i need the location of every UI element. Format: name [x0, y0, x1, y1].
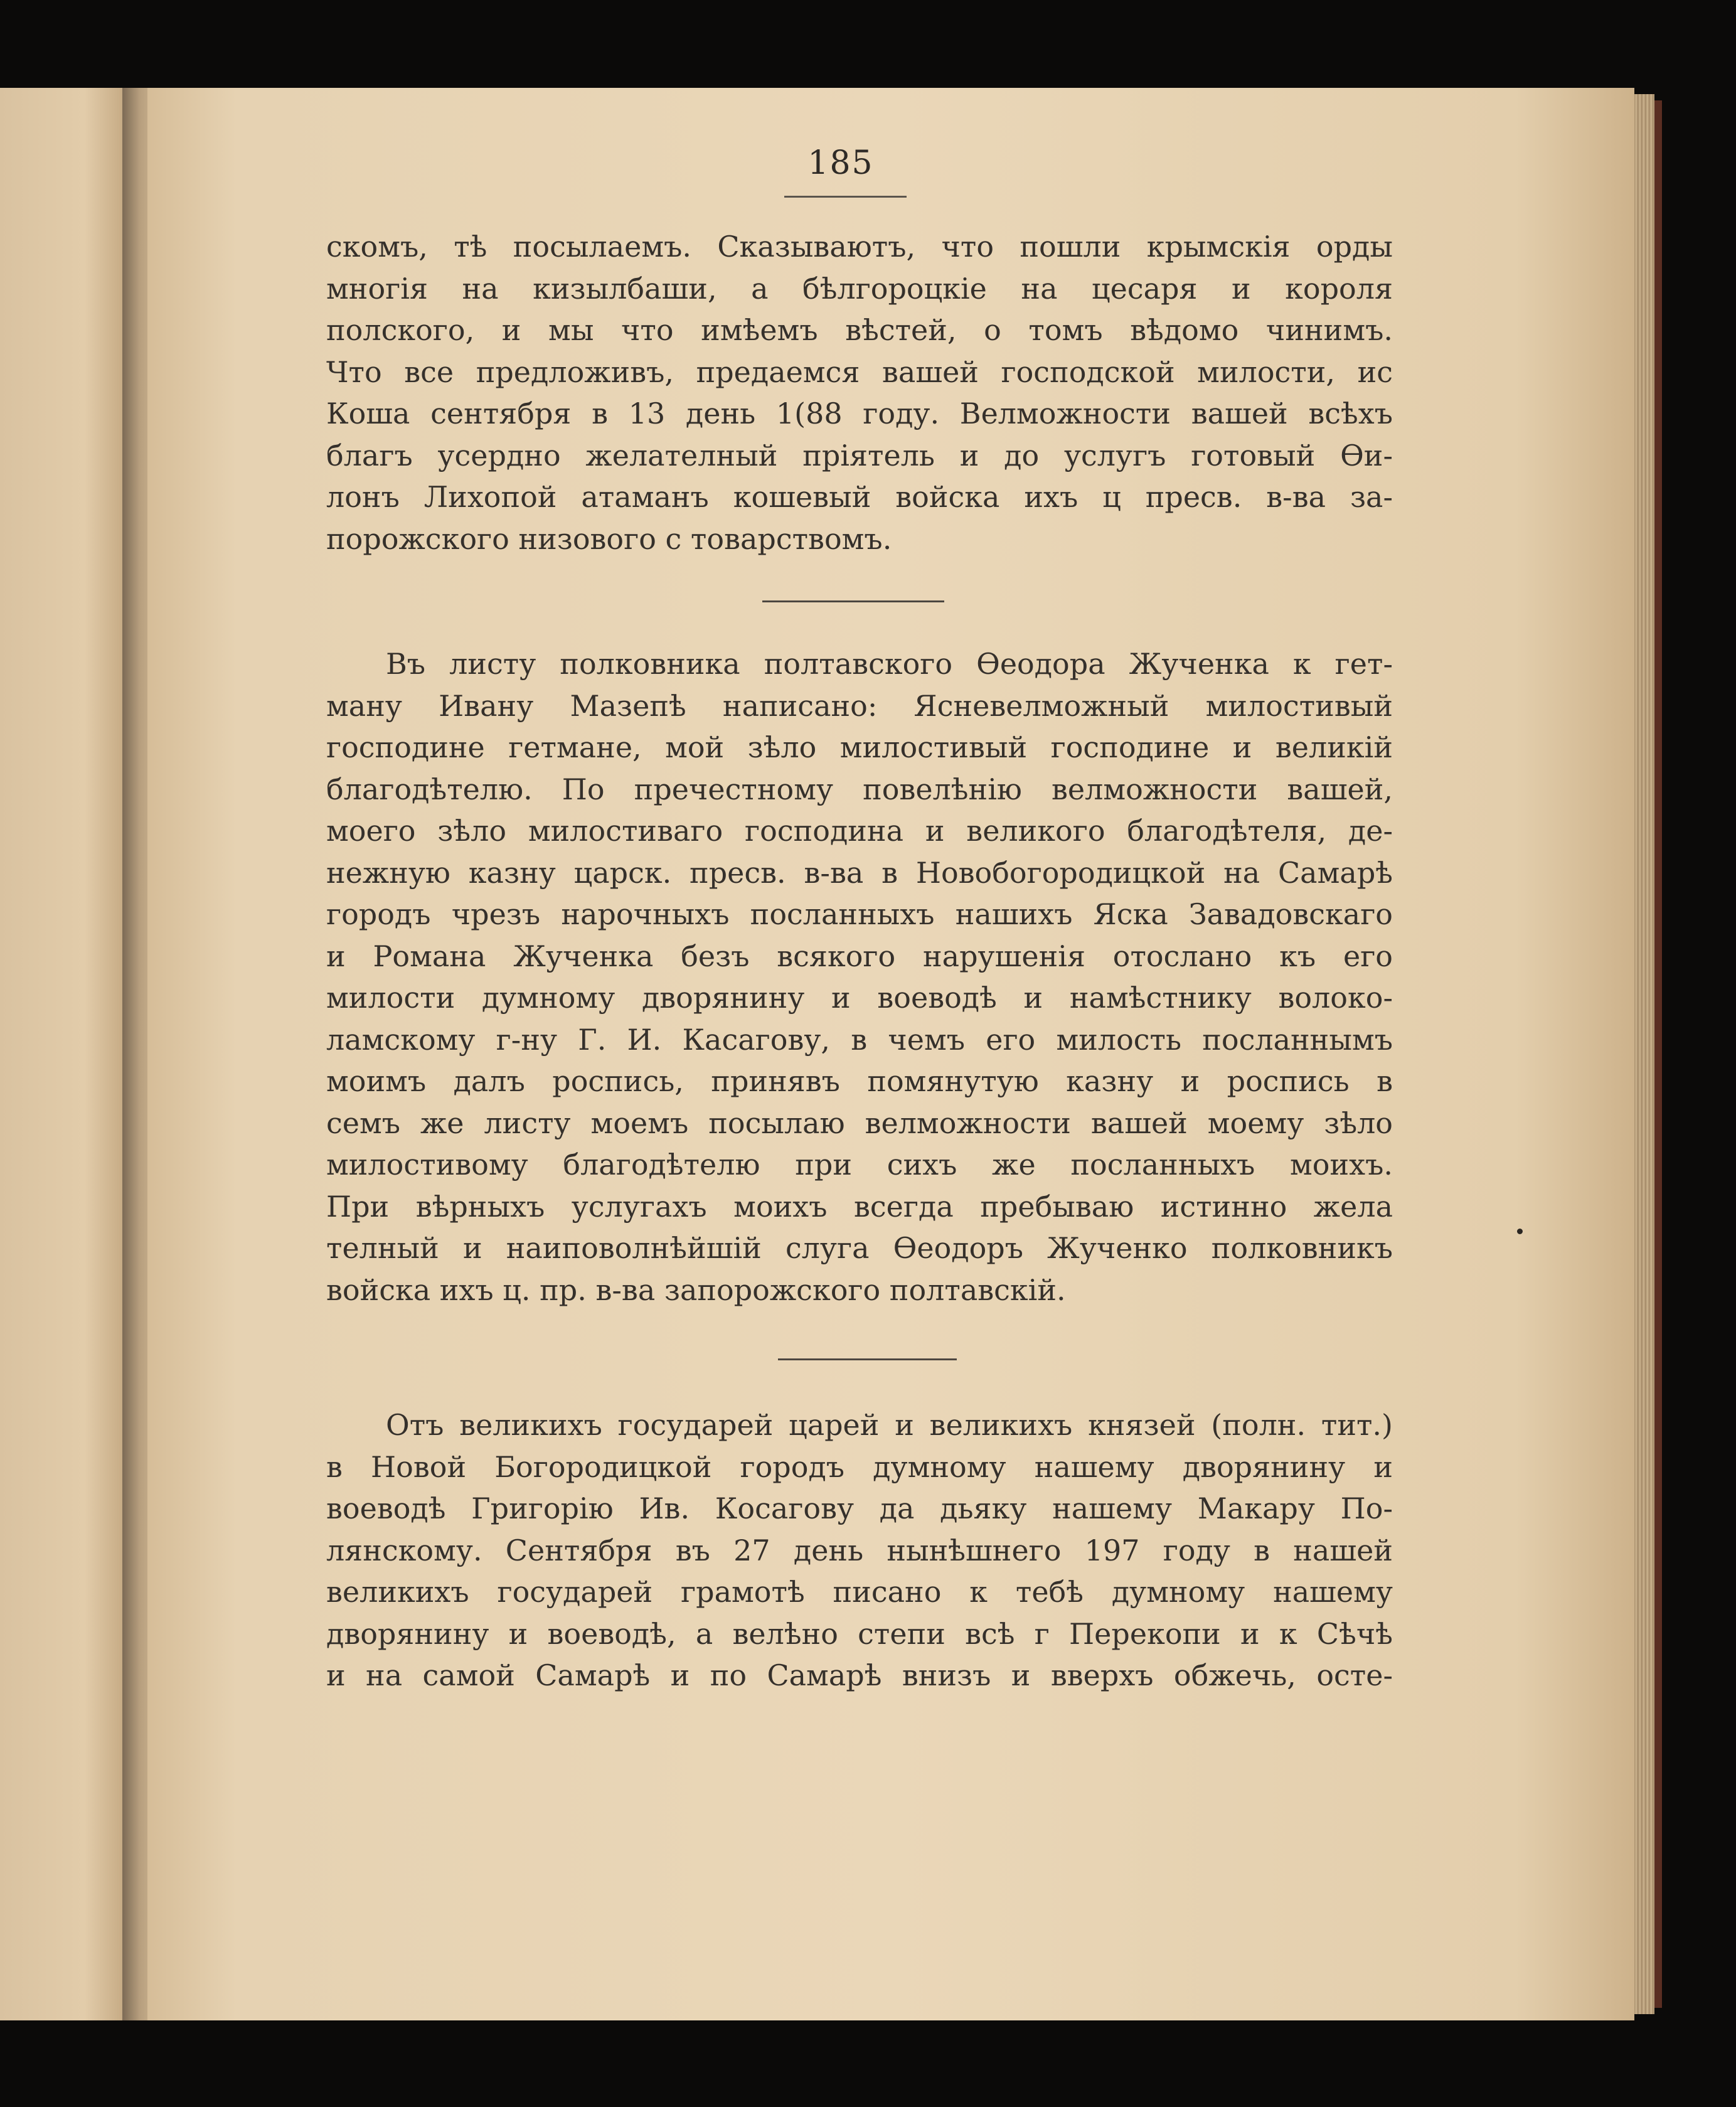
text-line: ману Ивану Мазепѣ написано: Ясневелможный милостивый [326, 688, 1393, 723]
section-separator [778, 1358, 957, 1360]
text-line: порожского низового с товарствомъ. [326, 521, 892, 556]
text-line: семъ же листу моемъ посылаю велможности вашей моему зѣло [326, 1106, 1393, 1140]
paragraph-1 [326, 226, 1393, 560]
text-line: скомъ, тѣ посылаемъ. Сказываютъ, что пошли крымскія орды [326, 230, 1393, 264]
text-line: Отъ великихъ государей царей и великихъ князей (полн. тит.) [386, 1408, 1393, 1442]
text-line: милостивому благодѣтелю при сихъ же посланныхъ моихъ. [326, 1148, 1393, 1182]
ink-speck [1517, 1229, 1523, 1234]
text-line: в Новой Богородицкой городъ думному нашему дворянину и [326, 1449, 1393, 1484]
text-line: великихъ государей грамотѣ писано к тебѣ думному нашему [326, 1575, 1393, 1609]
text-line: полского, и мы что имѣемъ вѣстей, о томъ вѣдомо чинимъ. [326, 313, 1393, 347]
text-line: нежную казну царск. пресв. в-ва в Новобогородицкой на Самарѣ [326, 855, 1393, 890]
text-line: лонъ Лихопой атаманъ кошевый войска ихъ ц пресв. в-ва за- [326, 480, 1393, 514]
book-cover-edge [1654, 100, 1662, 2008]
text-line: господине гетмане, мой зѣло милостивый господине и великій [326, 730, 1393, 764]
text-line: Коша сентября в 13 день 1(88 году. Велможности вашей всѣхъ [326, 397, 1393, 430]
text-line: многія на кизылбаши, а бѣлгороцкіе на цесаря и короля [326, 271, 1393, 306]
page-number-rule [784, 196, 907, 198]
page-number: 185 [807, 144, 874, 182]
text-line: и Романа Жученка безъ всякого нарушенія отослано къ его [326, 939, 1393, 973]
text-line: благъ усердно желателный пріятель и до услугъ готовый Ѳи- [326, 438, 1393, 472]
text-line: милости думному дворянину и воеводѣ и намѣстнику волоко- [326, 981, 1393, 1015]
text-line: Въ листу полковника полтавского Ѳеодора Жученка к гет- [386, 647, 1393, 681]
text-line: городъ чрезъ нарочныхъ посланныхъ нашихъ Яска Завадовскаго [326, 897, 1393, 931]
text-line: Что все предложивъ, предаемся вашей господской милости, ис [326, 355, 1393, 389]
text-line: лянскому. Сентября въ 27 день нынѣшнего 197 году в нашей [326, 1533, 1393, 1567]
text-line: дворянину и воеводѣ, а велѣно степи всѣ г Перекопи и к Сѣчѣ [326, 1616, 1393, 1651]
text-line: При вѣрныхъ услугахъ моихъ всегда пребываю истинно жела [326, 1189, 1393, 1224]
text-line: моимъ далъ роспись, принявъ помянутую казну и роспись в [326, 1064, 1393, 1098]
text-line: воеводѣ Григорію Ив. Косагову да дьяку нашему Макару По- [326, 1491, 1393, 1525]
left-page-edge [0, 88, 141, 2020]
text-line: войска ихъ ц. пр. в-ва запорожского полтавскій. [326, 1272, 1066, 1307]
text-line: и на самой Самарѣ и по Самарѣ внизъ и вверхъ обжечь, осте- [326, 1658, 1393, 1692]
text-line: благодѣтелю. По пречестному повелѣнію велможности вашей, [326, 772, 1393, 806]
paragraph-2 [326, 643, 1393, 1311]
text-line: ламскому г-ну Г. И. Касагову, в чемъ его милость посланнымъ [326, 1022, 1393, 1057]
section-separator [762, 600, 944, 602]
paragraph-3 [326, 1404, 1393, 1697]
text-line: телный и наиповолнѣйшій слуга Ѳеодоръ Жученко полковникъ [326, 1231, 1393, 1265]
page-stack-edge [1634, 94, 1654, 2014]
text-line: моего зѣло милостиваго господина и великого благодѣтеля, де- [326, 814, 1393, 848]
